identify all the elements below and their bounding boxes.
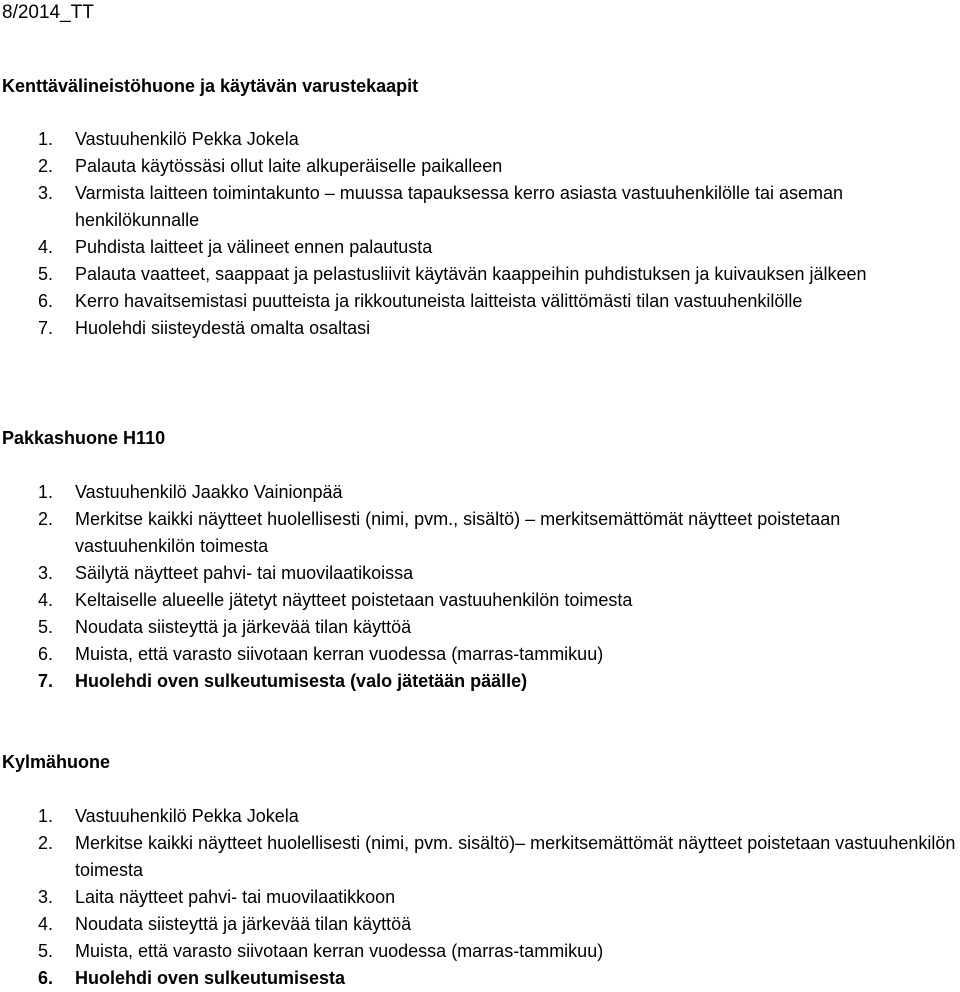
equipment-room-rules-list (0, 126, 958, 342)
list-item (0, 965, 958, 992)
list-item (0, 560, 958, 587)
list-item (0, 288, 958, 315)
list-item-number: 6. (38, 291, 54, 311)
list-item-text: Vastuuhenkilö Jaakko Vainionpää (75, 482, 343, 502)
list-item (0, 938, 958, 965)
list-item-text: Keltaiselle alueelle jätetyt näytteet poistetaan vastuuhenkilön toimesta (75, 590, 633, 610)
list-item-number: 1. (38, 129, 54, 149)
section-title-equipment-room: Kenttävälineistöhuone ja käytävän varustekaapit (2, 76, 419, 96)
list-item-text: Noudata siisteyttä ja järkevää tilan käyttöä (75, 617, 412, 637)
list-item-text: Huolehdi oven sulkeutumisesta (valo jätetään päälle) (75, 671, 528, 691)
list-item-text: Puhdista laitteet ja välineet ennen palautusta (75, 237, 433, 257)
list-item-text: Muista, että varasto siivotaan kerran vuodessa (marras-tammikuu) (75, 644, 604, 664)
list-item-number: 7. (38, 318, 54, 338)
list-item-text: Kerro havaitsemistasi puutteista ja rikkoutuneista laitteista välittömästi tilan vastuuhenkilölle (75, 291, 803, 311)
list-item-number: 1. (38, 806, 54, 826)
list-item-number: 4. (38, 914, 54, 934)
document-id: 8/2014_TT (2, 2, 94, 23)
list-item (0, 803, 958, 830)
list-item-text: Noudata siisteyttä ja järkevää tilan käyttöä (75, 914, 412, 934)
list-item (0, 315, 958, 342)
list-item-number: 1. (38, 482, 54, 502)
list-item-number: 2. (38, 509, 54, 529)
list-item-number: 2. (38, 156, 54, 176)
list-item (0, 668, 958, 695)
list-item (0, 614, 958, 641)
list-item (0, 261, 960, 288)
list-item-text: Vastuuhenkilö Pekka Jokela (75, 129, 299, 149)
freezer-room-rules-list (0, 479, 958, 695)
list-item (0, 506, 958, 560)
list-item-text: Säilytä näytteet pahvi- tai muovilaatikoissa (75, 563, 414, 583)
list-item-number: 7. (38, 671, 54, 691)
list-item (0, 830, 958, 884)
list-item-number: 4. (38, 590, 54, 610)
section-title-freezer-room: Pakkashuone H110 (2, 428, 166, 448)
list-item (0, 641, 958, 668)
list-item (0, 479, 958, 506)
list-item-number: 3. (38, 887, 54, 907)
list-item-number: 6. (38, 968, 54, 988)
list-item (0, 234, 958, 261)
list-item-number: 2. (38, 833, 54, 853)
section-title-cold-room: Kylmähuone (2, 752, 111, 772)
cold-room-rules-list (0, 803, 958, 992)
list-item-text: Merkitse kaikki näytteet huolellisesti (nimi, pvm., sisältö) – merkitsemättömät näytteet poistetaan vastuuhenkilön toimesta (75, 509, 841, 556)
list-item-number: 4. (38, 237, 54, 257)
list-item (0, 126, 958, 153)
list-item (0, 153, 958, 180)
list-item (0, 180, 960, 234)
list-item-text: Laita näytteet pahvi- tai muovilaatikkoon (75, 887, 396, 907)
list-item-number: 6. (38, 644, 54, 664)
list-item-text: Muista, että varasto siivotaan kerran vuodessa (marras-tammikuu) (75, 941, 604, 961)
list-item-text: Huolehdi siisteydestä omalta osaltasi (75, 318, 371, 338)
list-item (0, 911, 958, 938)
list-item-number: 3. (38, 563, 54, 583)
list-item-text: Palauta käytössäsi ollut laite alkuperäiselle paikalleen (75, 156, 503, 176)
list-item-number: 3. (38, 183, 54, 203)
list-item-text: Palauta vaatteet, saappaat ja pelastusliivit käytävän kaappeihin puhdistuksen ja kuivauksen jälkeen (75, 264, 867, 284)
list-item-text: Vastuuhenkilö Pekka Jokela (75, 806, 299, 826)
list-item-text: Merkitse kaikki näytteet huolellisesti (nimi, pvm. sisältö)– merkitsemättömät näytteet poistetaan vastuuhenkilön toimesta (75, 833, 956, 880)
list-item-number: 5. (38, 617, 54, 637)
list-item-text: Varmista laitteen toimintakunto – muussa tapauksessa kerro asiasta vastuuhenkilölle tai aseman henkilökunnalle (75, 183, 844, 230)
list-item-number: 5. (38, 941, 54, 961)
list-item (0, 587, 958, 614)
list-item-text: Huolehdi oven sulkeutumisesta (75, 968, 346, 988)
list-item-number: 5. (38, 264, 54, 284)
list-item (0, 884, 958, 911)
